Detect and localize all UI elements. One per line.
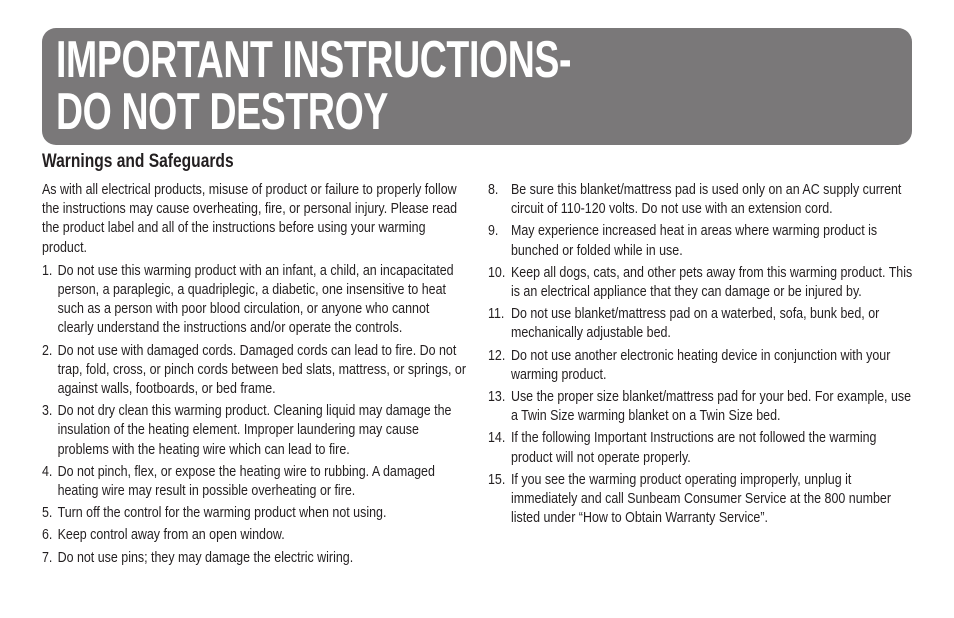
- item-text: If you see the warming product operating improperly, unplug it immediately and call Sunbeam Consumer Service at the 800 number listed under “How to Obtain Warranty Service”.: [510, 470, 892, 527]
- item-text: Do not dry clean this warming product. Cleaning liquid may damage the insulation of the heating element. Improper laundering may cause problems with the heating wire which can lead to fire.: [57, 402, 452, 458]
- item-text: May experience increased heat in areas where warming product is bunched or folded while in use.: [510, 222, 878, 259]
- item-number: 8.: [488, 181, 499, 198]
- item-number: 2.: [42, 341, 53, 359]
- item-text: Keep control away from an open window.: [57, 526, 285, 544]
- banner-title-line-1: IMPORTANT INSTRUCTIONS-: [56, 31, 572, 89]
- item-number: 6.: [42, 526, 53, 544]
- list-item: [42, 341, 468, 399]
- list-item: [42, 401, 468, 459]
- list-item: [42, 503, 468, 522]
- item-number: 12.: [488, 346, 506, 364]
- item-number: 11.: [488, 305, 505, 323]
- item-text: Do not use with damaged cords. Damaged cords can lead to fire. Do not trap, fold, cross, or pinch cords between bed slats, mattress, or springs, or against walls, footboards, or bed frame.: [57, 341, 466, 398]
- item-text: Be sure this blanket/mattress pad is used only on an AC supply current circuit of 110-120 volts. Do not use with an extension cord.: [510, 181, 902, 218]
- item-number: 1.: [42, 261, 53, 279]
- item-text: Turn off the control for the warming product when not using.: [57, 504, 387, 522]
- intro-paragraph: As with all electrical products, misuse of product or failure to properly follow the instructions may cause overheating, fire, or personal injury. Please read the product label and all of the instructions before using your warming product.: [42, 181, 458, 256]
- right-column: [488, 180, 954, 530]
- list-item: [488, 180, 914, 218]
- item-text: Do not pinch, flex, or expose the heating wire to rubbing. A damaged heating wire may result in possible overheating or fire.: [57, 462, 435, 500]
- item-number: 13.: [488, 388, 506, 406]
- list-item: [488, 470, 914, 528]
- item-text: Do not use this warming product with an infant, a child, an incapacitated person, a paraplegic, a quadriplegic, a diabetic, one insensitive to heat such as a person with poor blood circulation, or anyone who cannot clearly understand the instructions and/or operate the controls.: [57, 261, 454, 337]
- left-column: [42, 180, 562, 570]
- item-number: 14.: [488, 429, 506, 447]
- item-number: 5.: [42, 504, 53, 522]
- title-banner: [42, 28, 912, 145]
- item-text: Keep all dogs, cats, and other pets away from this warming product. This is an electrical appliance that they can damage or be injured by.: [510, 263, 913, 301]
- item-number: 4.: [42, 462, 53, 480]
- item-number: 7.: [42, 548, 53, 566]
- list-item: [488, 346, 914, 384]
- list-item: [488, 304, 914, 342]
- banner-title-line-2: DO NOT DESTROY: [56, 83, 388, 141]
- item-number: 9.: [488, 222, 499, 240]
- item-number: 10.: [488, 263, 506, 281]
- list-item: [488, 221, 914, 259]
- list-item: [42, 548, 468, 567]
- list-item: [42, 462, 468, 500]
- list-item: [42, 261, 468, 338]
- list-item: [488, 263, 914, 301]
- item-number: 3.: [42, 402, 53, 420]
- item-text: Do not use pins; they may damage the electric wiring.: [57, 548, 354, 566]
- item-text: If the following Important Instructions are not followed the warming product will not operate properly.: [510, 429, 877, 466]
- item-number: 15.: [488, 470, 506, 488]
- list-item: [42, 525, 468, 544]
- list-item: [488, 428, 914, 466]
- list-item: [488, 387, 914, 425]
- section-heading: Warnings and Safeguards: [42, 151, 234, 172]
- item-text: Do not use another electronic heating device in conjunction with your warming product.: [510, 346, 891, 383]
- item-text: Use the proper size blanket/mattress pad for your bed. For example, use a Twin Size warming blanket on a Twin Size bed.: [510, 388, 912, 425]
- item-text: Do not use blanket/mattress pad on a waterbed, sofa, bunk bed, or mechanically adjustable bed.: [510, 305, 880, 342]
